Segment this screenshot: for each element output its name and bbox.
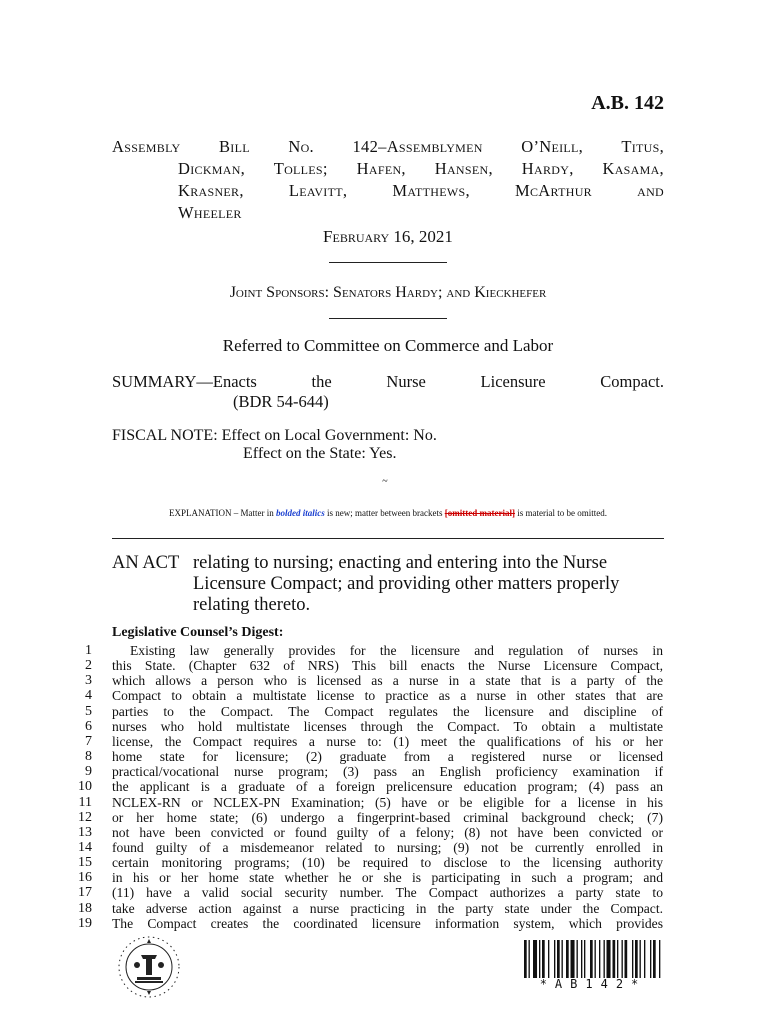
- line-number: 5: [85, 704, 92, 719]
- line-number: 18: [78, 901, 92, 916]
- digest-line: Existing law generally provides for the licensure and regulation of nurses in: [130, 643, 663, 658]
- digest-line: this State. (Chapter 632 of NRS) This bill enacts the Nurse Licensure Compact,: [112, 658, 663, 673]
- digest-line: home state for licensure; (2) graduate from a registered nurse or licensed: [112, 749, 663, 764]
- digest-line: found guilty of a misdemeanor related to nursing; (9) not be currently enrolled in: [112, 840, 663, 855]
- digest-line: license, the Compact requires a nurse to: (1) meet the qualifications of his or her: [112, 734, 663, 749]
- act-title-line-1: relating to nursing; enacting and entering into the Nurse: [193, 553, 608, 573]
- line-number: 1: [85, 643, 92, 658]
- bill-title-line-1: Assembly Bill No. 142–Assemblymen O’Neill, Titus,: [112, 137, 664, 156]
- summary-word: SUMMARY—Enacts: [112, 372, 257, 391]
- digest-line: not have been convicted or found guilty of a felony; (8) not have been convicted or: [112, 825, 663, 840]
- act-lead: AN ACT: [112, 553, 180, 573]
- digest-line: the applicant is a graduate of a foreign prelicensure education program; (4) pass an: [112, 779, 663, 794]
- line-number: 2: [85, 658, 92, 673]
- introduction-date: February 16, 2021: [323, 227, 453, 246]
- digest-heading: Legislative Counsel’s Digest:: [112, 625, 284, 640]
- summary-word: Licensure: [480, 372, 546, 391]
- summary-word: Nurse: [386, 372, 426, 391]
- line-number: 3: [85, 673, 92, 688]
- digest-line: NCLEX-RN or NCLEX-PN Examination; (5) have or be eligible for a license in his: [112, 795, 663, 810]
- act-title-line-2: Licensure Compact; and providing other matters properly: [193, 574, 620, 594]
- digest-line: in his or her home state whether he or she is participating in such a program; and: [112, 870, 663, 885]
- digest-line: The Compact creates the coordinated licensure information system, which provides: [112, 916, 663, 931]
- digest-line: parties to the Compact. The Compact regulates the licensure and discipline of: [112, 704, 663, 719]
- divider: [329, 318, 447, 319]
- line-number: 10: [78, 779, 92, 794]
- digest-line: take adverse action against a nurse practicing in the party state under the Compact.: [112, 901, 663, 916]
- digest-line: Compact to obtain a multistate license to practice as a nurse in other states that are: [112, 688, 663, 703]
- bill-title-line-2: Dickman, Tolles; Hafen, Hansen, Hardy, Kasama,: [178, 159, 664, 178]
- line-number: 12: [78, 810, 92, 825]
- line-number: 15: [78, 855, 92, 870]
- line-number: 13: [78, 825, 92, 840]
- line-number: 19: [78, 916, 92, 931]
- line-number: 11: [78, 795, 92, 810]
- barcode-text: *AB142*: [539, 977, 647, 991]
- joint-sponsors: Joint Sponsors: Senators Hardy; and Kieckhefer: [229, 284, 547, 301]
- digest-line: practical/vocational nurse program; (3) pass an English proficiency examination if: [112, 764, 663, 779]
- summary-word: Compact.: [600, 372, 664, 391]
- barcode-icon: [524, 940, 662, 978]
- divider: [329, 262, 447, 263]
- bill-title-line-4: Wheeler: [178, 203, 242, 222]
- digest-line: which allows a person who is licensed as a nurse in a state that is a party of the: [112, 673, 663, 688]
- bill-number: A.B. 142: [591, 92, 664, 114]
- digest-line: certain monitoring programs; (10) be required to disclose to the licensing authority: [112, 855, 663, 870]
- nevada-state-seal-icon: [113, 933, 185, 1001]
- line-number: 9: [85, 764, 92, 779]
- summary: [112, 372, 664, 392]
- section-divider: [112, 538, 664, 539]
- line-number: 7: [85, 734, 92, 749]
- line-number: 17: [78, 885, 92, 900]
- omitted-material-sample: [omitted material]: [444, 508, 515, 518]
- line-number: 16: [78, 870, 92, 885]
- summary-word: the: [311, 372, 332, 391]
- explanation-note: EXPLANATION – Matter in bolded italics is new; matter between brackets [omitted material] is material to be omitted.: [169, 508, 607, 518]
- act-title-line-3: relating thereto.: [193, 595, 311, 615]
- line-number: 6: [85, 719, 92, 734]
- digest-line: or her home state; (6) undergo a fingerprint-based criminal background check; (7): [112, 810, 663, 825]
- digest-line: (11) have a valid social security number. The Compact authorizes a party state to: [112, 885, 663, 900]
- digest-line: nurses who hold multistate licenses through the Compact. To obtain a multistate: [112, 719, 663, 734]
- fiscal-note-local: FISCAL NOTE: Effect on Local Government: No.: [112, 427, 437, 444]
- committee-referral: Referred to Committee on Commerce and Labor: [222, 336, 554, 355]
- fiscal-note-state: Effect on the State: Yes.: [243, 445, 397, 462]
- bolded-italics-sample: bolded italics: [276, 508, 325, 518]
- bdr-number: (BDR 54-644): [233, 392, 329, 411]
- bill-title-line-3: Krasner, Leavitt, Matthews, McArthur and: [178, 181, 664, 200]
- line-number: 8: [85, 749, 92, 764]
- line-number: 14: [78, 840, 92, 855]
- line-number: 4: [85, 688, 92, 703]
- tilde-separator: ~: [382, 476, 388, 487]
